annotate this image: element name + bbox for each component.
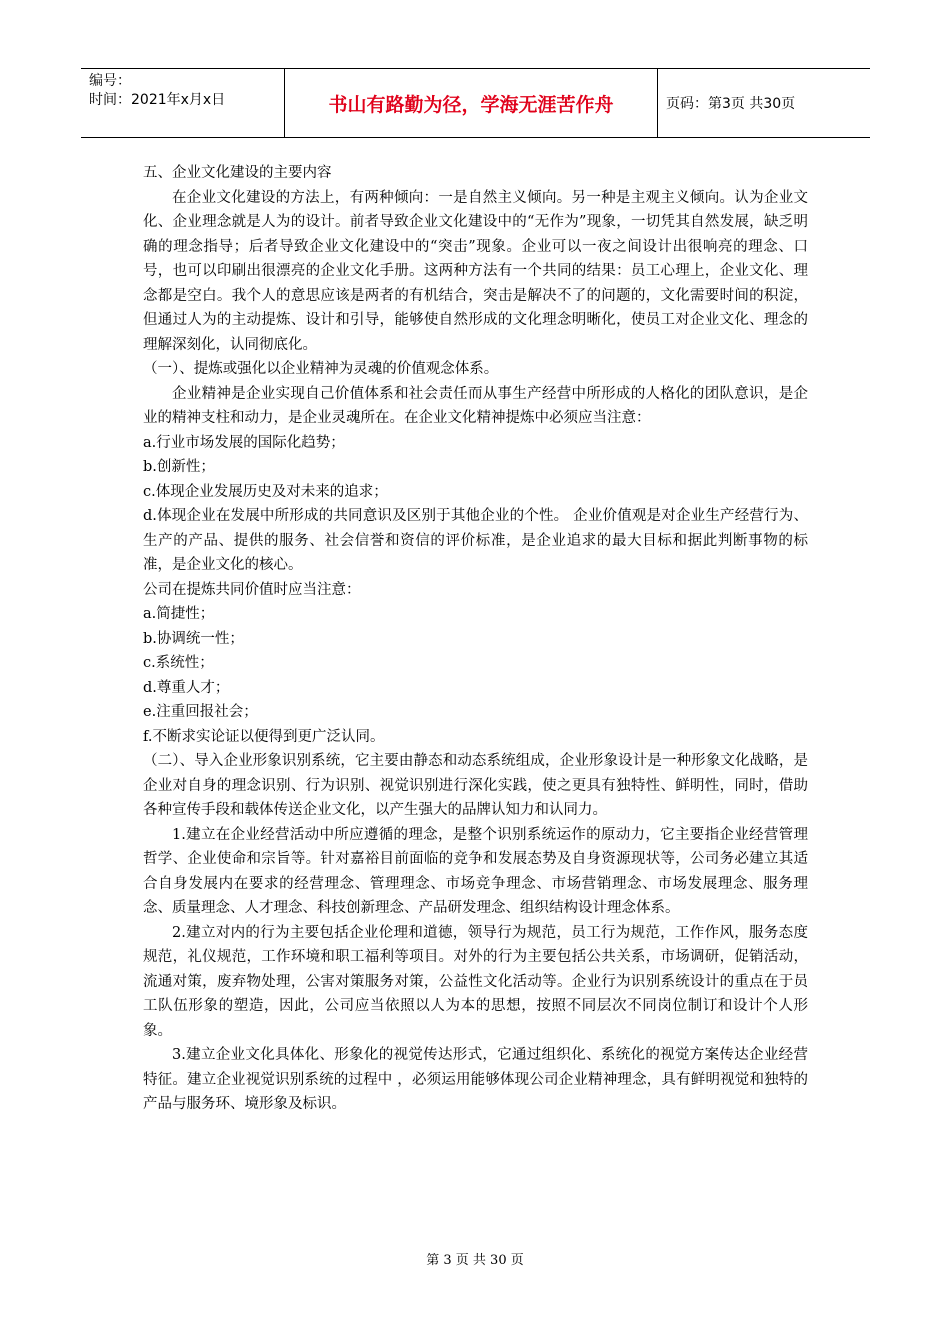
document-body [143,161,808,1117]
header-page-info: 页码：第3页 共30页 [666,96,796,112]
page-header [81,68,870,138]
page-footer: 第 3 页 共 30 页 [426,1253,524,1268]
doc-date: 时间：2021年x月x日 [89,92,226,108]
subsection-heading: （一）、提炼或强化以企业精神为灵魂的价值观念体系。 [143,361,499,377]
list-item: c.系统性； [143,655,214,671]
list-item: f.不断求实论证以便得到更广泛认同。 [143,728,385,745]
doc-number-label: 编号： [89,73,131,89]
header-meta [81,69,284,137]
section-heading: 五、企业文化建设的主要内容 [143,165,332,181]
list-item: d.体现企业在发展中所形成的共同意识及区别于其他企业的个性。 企业价值观是对企业生产经营行为、生产的产品、提供的服务、社会信誉和资信的评价标准，是企业追求的最大目标和据此判断事物的标准，是企业文化的核心。 [143,508,808,573]
body-paragraph: 3.建立企业文化具体化、形象化的视觉传达形式，它通过组织化、系统化的视觉方案传达企业经营特征。建立企业视觉识别系统的过程中 ，必须运用能够体现公司企业精神理念，具有鲜明视觉和独特的产品与服务环、境形象及标识。 [143,1047,808,1112]
list-item: c.体现企业发展历史及对未来的追求； [143,483,388,500]
list-item: a.简捷性； [143,606,215,622]
body-paragraph: 公司在提炼共同价值时应当注意： [143,581,361,598]
body-paragraph: 企业精神是企业实现自己价值体系和社会责任而从事生产经营中所形成的人格化的团队意识，是企业的精神支柱和动力，是企业灵魂所在。在企业文化精神提炼中必须应当注意： [143,385,808,426]
subsection-paragraph: （二）、导入企业形象识别系统，它主要由静态和动态系统组成，企业形象设计是一种形象文化战略，是企业对自身的理念识别、行为识别、视觉识别进行深化实践，使之更具有独特性、鲜明性，同时，借助各种宣传手段和载体传送企业文化，以产生强大的品牌认知力和认同力。 [143,753,808,818]
list-item: d.尊重人才； [143,679,230,696]
body-paragraph: 在企业文化建设的方法上，有两种倾向：一是自然主义倾向。另一种是主观主义倾向。认为企业文化、企业理念就是人为的设计。前者导致企业文化建设中的“无作为”现象，一切凭其自然发展，缺乏明确的理念指导；后者导致企业文化建设中的“突击”现象。企业可以一夜之间设计出很响亮的理念、口号，也可以印刷出很漂亮的企业文化手册。这两种方法有一个共同的结果：员工心理上，企业文化、理念都是空白。我个人的意思应该是两者的有机结合，突击是解决不了的问题的，文化需要时间的积淀，但通过人为的主动提炼、设计和引导，能够使自然形成的文化理念明晰化，使员工对企业文化、理念的理解深刻化，认同彻底化。 [143,189,808,353]
list-item: b.创新性； [143,459,215,475]
list-item: b.协调统一性； [143,630,244,647]
header-motto: 书山有路勤为径，学海无涯苦作舟 [284,69,658,137]
body-paragraph: 2.建立对内的行为主要包括企业伦理和道德，领导行为规范，员工行为规范，工作作风，服务态度规范，礼仪规范，工作环境和职工福利等项目。对外的行为主要包括公共关系，市场调研，促销活动，流通对策，废弃物处理，公害对策服务对策，公益性文化活动等。企业行为识别系统设计的重点在于员工队伍形象的塑造，因此，公司应当依照以人为本的思想，按照不同层次不同岗位制订和设计个人形象。 [143,924,808,1039]
body-paragraph: 1.建立在企业经营活动中所应遵循的理念，是整个识别系统运作的原动力，它主要指企业经营管理哲学、企业使命和宗旨等。针对嘉裕目前面临的竞争和发展态势及自身资源现状等，公司务必建立其适合自身发展内在要求的经营理念、管理理念、市场竞争理念、市场营销理念、市场发展理念、服务理念、质量理念、人才理念、科技创新理念、产品研发理念、组织结构设计理念体系。 [143,826,808,916]
list-item: a.行业市场发展的国际化趋势； [143,434,345,451]
list-item: e.注重回报社会； [143,704,258,720]
